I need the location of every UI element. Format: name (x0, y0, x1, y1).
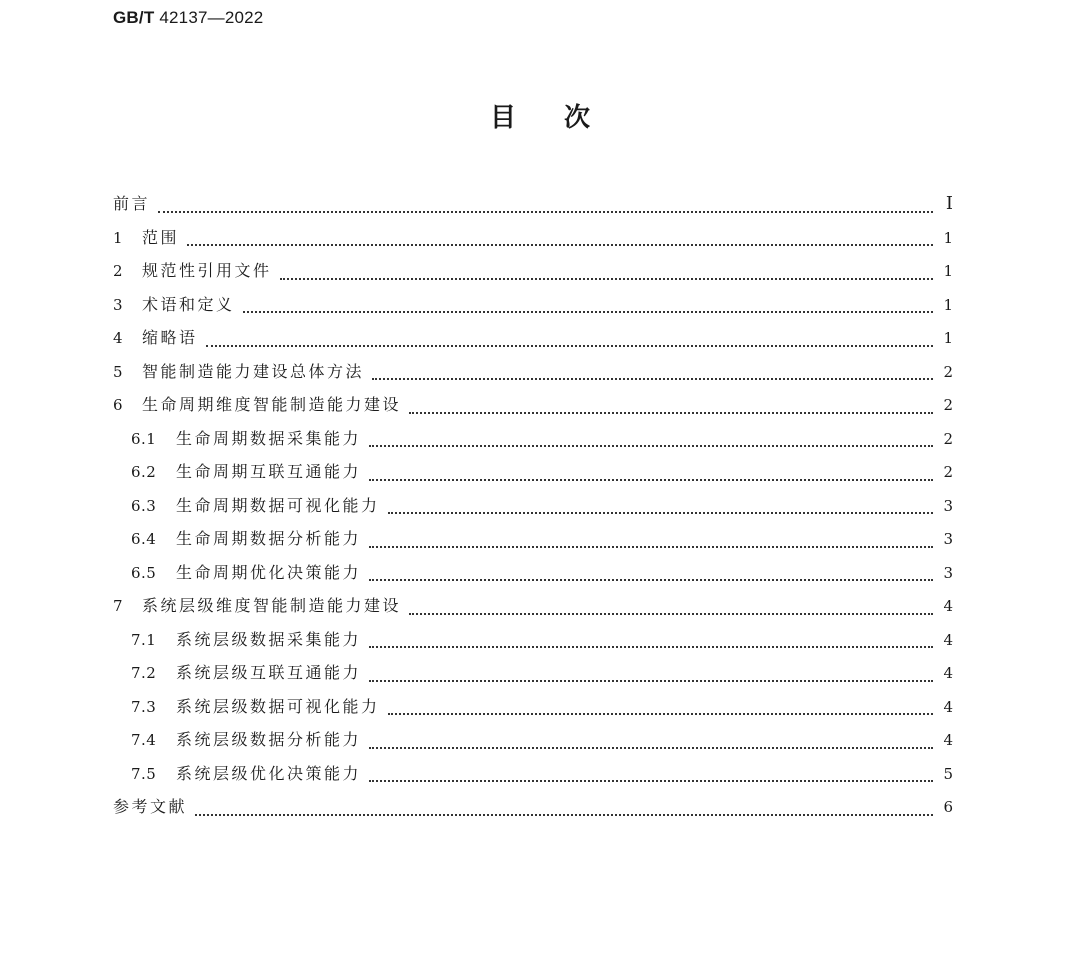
toc-entry[interactable] (113, 556, 953, 590)
toc-entry-title: 生命周期数据分析能力 (176, 529, 362, 548)
toc-entry-number: 7.4 (131, 731, 157, 749)
toc-entry-page-number: 1 (943, 329, 953, 347)
toc-entry-page-number: 6 (943, 798, 953, 816)
toc-entry-number: 1 (113, 228, 124, 247)
toc-entry-number: 6.5 (131, 563, 157, 582)
toc-leader-dots (369, 780, 933, 782)
toc-entry-number: 6.3 (131, 496, 157, 515)
toc-entry-page-number: 3 (943, 563, 953, 582)
toc-entry-page-number: Ⅰ (945, 193, 953, 214)
toc-entry[interactable] (113, 221, 953, 255)
toc-entry-page-number: 1 (943, 262, 953, 280)
toc-leader-dots (195, 814, 933, 816)
toc-entry-number: 7.3 (131, 697, 157, 716)
toc-entry[interactable] (113, 455, 953, 489)
toc-entry-number: 7.1 (131, 630, 157, 649)
toc-leader-dots (206, 345, 933, 347)
toc-leader-dots (388, 713, 933, 715)
page-title: 目次 (489, 103, 638, 133)
toc-entry-title: 范围 (142, 227, 180, 247)
toc-entry-number: 5 (113, 362, 124, 381)
toc-leader-dots (280, 278, 933, 280)
toc-entry-page-number: 1 (943, 295, 953, 314)
toc-entry-title: 生命周期互联互通能力 (176, 462, 362, 481)
toc-entry[interactable] (113, 690, 953, 724)
toc-entry-title: 系统层级优化决策能力 (176, 763, 362, 783)
toc-entry[interactable] (113, 321, 953, 355)
toc-entry-page-number: 5 (943, 764, 953, 783)
toc-entry-number: 6.1 (131, 429, 157, 448)
toc-entry[interactable] (113, 589, 953, 623)
toc-leader-dots (187, 244, 933, 246)
toc-entry-page-number: 3 (943, 496, 953, 515)
toc-entry-number: 6.2 (131, 463, 157, 481)
toc-entry-page-number: 4 (943, 697, 953, 716)
toc-entry-page-number: 4 (943, 630, 953, 649)
toc-entry-title: 智能制造能力建设总体方法 (142, 361, 365, 381)
toc-leader-dots (369, 546, 933, 548)
toc-entry[interactable] (113, 388, 953, 422)
toc-entry[interactable] (113, 489, 953, 523)
toc-leader-dots (369, 680, 933, 682)
toc-entry-title: 规范性引用文件 (142, 261, 272, 280)
toc-entry-number: 2 (113, 262, 124, 280)
toc-entry[interactable] (113, 790, 953, 824)
toc-leader-dots (243, 311, 933, 313)
toc-entry-title: 系统层级数据采集能力 (176, 629, 362, 649)
toc-entry[interactable] (113, 522, 953, 556)
toc-leader-dots (388, 512, 933, 514)
toc-entry-number: 4 (113, 329, 124, 347)
toc-entry-title: 缩略语 (142, 328, 198, 347)
toc-entry[interactable] (113, 355, 953, 389)
toc-entry-title: 系统层级维度智能制造能力建设 (142, 596, 402, 615)
toc-entry[interactable] (113, 723, 953, 757)
toc-entry-page-number: 2 (943, 463, 953, 481)
toc-entry-number: 3 (113, 295, 124, 314)
toc-entry-page-number: 1 (943, 228, 953, 247)
toc-entry-title: 术语和定义 (142, 294, 235, 314)
toc-leader-dots (369, 579, 933, 581)
toc-entry[interactable] (113, 623, 953, 657)
toc-entry-number: 7 (113, 597, 124, 615)
toc-entry[interactable] (113, 288, 953, 322)
toc-entry-number: 6.4 (131, 530, 157, 548)
toc-entry-title: 生命周期数据采集能力 (176, 428, 362, 448)
toc-leader-dots (369, 479, 933, 481)
toc-leader-dots (158, 211, 933, 213)
toc-leader-dots (409, 613, 933, 615)
toc-entry-title: 生命周期数据可视化能力 (176, 495, 380, 515)
toc-entry-page-number: 3 (943, 530, 953, 548)
toc-entry-page-number: 4 (943, 731, 953, 749)
toc-entry[interactable] (113, 254, 953, 288)
toc-entry-title: 系统层级数据分析能力 (176, 730, 362, 749)
toc-entry-number: 7.2 (131, 664, 157, 682)
toc-leader-dots (409, 412, 933, 414)
toc-entry-page-number: 2 (943, 396, 953, 414)
toc-entry-title: 生命周期维度智能制造能力建设 (142, 395, 402, 414)
toc-leader-dots (369, 445, 933, 447)
toc-entry-number: 7.5 (131, 764, 157, 783)
toc-entry[interactable] (113, 757, 953, 791)
standard-code-number: 42137—2022 (159, 8, 264, 27)
toc-leader-dots (369, 747, 933, 749)
toc-entry-page-number: 4 (943, 597, 953, 615)
toc-entry-title: 生命周期优化决策能力 (176, 562, 362, 582)
toc-entry-number: 6 (113, 396, 124, 414)
toc-entry[interactable] (113, 656, 953, 690)
toc-entry-page-number: 2 (943, 362, 953, 381)
table-of-contents (113, 187, 953, 824)
toc-entry-page-number: 2 (943, 429, 953, 448)
toc-entry-title: 前言 (113, 194, 151, 213)
toc-entry[interactable] (113, 422, 953, 456)
toc-entry-title: 系统层级数据可视化能力 (176, 696, 380, 716)
standard-code-prefix: GB/T (113, 8, 155, 27)
toc-entry-title: 系统层级互联互通能力 (176, 663, 362, 682)
toc-entry[interactable] (113, 187, 953, 221)
standard-code (113, 8, 263, 28)
toc-leader-dots (372, 378, 933, 380)
toc-entry-page-number: 4 (943, 664, 953, 682)
toc-leader-dots (369, 646, 933, 648)
toc-entry-title: 参考文献 (113, 797, 188, 816)
